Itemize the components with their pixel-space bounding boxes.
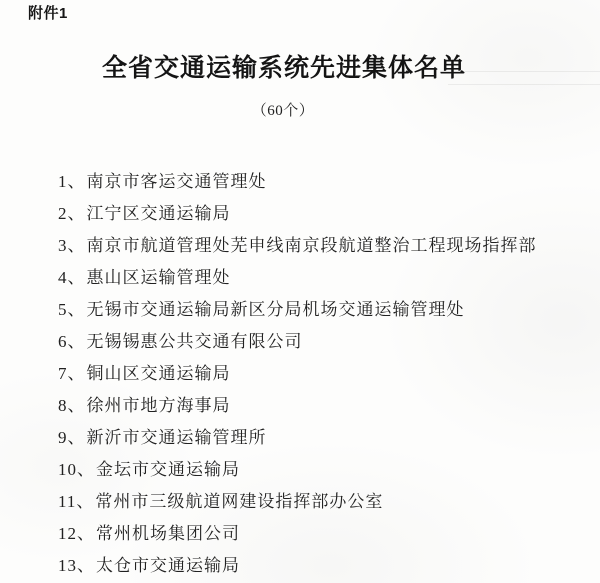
list-item-name: 南京市航道管理处芜申线南京段航道整治工程现场指挥部 <box>86 236 537 255</box>
list-item-number: 12 <box>58 524 77 543</box>
list-item <box>58 390 537 422</box>
list-item-number: 10 <box>58 460 77 479</box>
list-item-number: 13 <box>58 556 77 575</box>
list-item-number: 6 <box>58 332 68 351</box>
list-item <box>58 358 537 390</box>
scan-artifact-line <box>460 71 600 72</box>
list-item <box>58 262 537 294</box>
list-item-number: 11 <box>58 492 77 511</box>
list-item-number: 1 <box>58 172 68 191</box>
list-item-name: 惠山区运输管理处 <box>86 268 231 287</box>
list-item-name: 金坛市交通运输局 <box>96 460 240 479</box>
list-item-number: 3 <box>58 236 68 255</box>
count-note: （60个） <box>251 103 315 119</box>
list-item <box>58 326 537 358</box>
list-item-separator: 、 <box>67 236 86 255</box>
list-item <box>58 422 537 454</box>
award-list <box>58 166 537 582</box>
list-item-name: 铜山区交通运输局 <box>86 364 231 383</box>
list-item-separator: 、 <box>67 300 86 319</box>
list-item <box>58 486 537 518</box>
list-item-separator: 、 <box>67 204 86 223</box>
list-item-name: 南京市客运交通管理处 <box>86 172 267 191</box>
list-item-name: 江宁区交通运输局 <box>86 204 231 223</box>
list-item <box>58 550 537 582</box>
document-title: 全省交通运输系统先进集体名单 <box>101 55 466 82</box>
list-item-number: 7 <box>58 364 68 383</box>
list-item-number: 2 <box>58 204 68 223</box>
list-item-name: 常州机场集团公司 <box>96 524 240 543</box>
list-item-separator: 、 <box>77 460 95 479</box>
list-item-name: 新沂市交通运输管理所 <box>86 428 267 447</box>
list-item <box>58 294 537 326</box>
list-item-number: 5 <box>58 300 68 319</box>
list-item-number: 9 <box>58 428 68 447</box>
list-item-separator: 、 <box>77 556 95 575</box>
list-item-name: 无锡锡惠公共交通有限公司 <box>86 332 303 351</box>
list-item-separator: 、 <box>77 524 95 543</box>
list-item-separator: 、 <box>76 492 95 511</box>
scan-artifact-line <box>448 84 600 85</box>
list-item <box>58 454 537 486</box>
list-item-number: 8 <box>58 396 68 415</box>
list-item <box>58 166 537 198</box>
list-item <box>58 230 537 262</box>
list-item-separator: 、 <box>67 268 86 287</box>
list-item <box>58 518 537 550</box>
list-item <box>58 198 537 230</box>
list-item-separator: 、 <box>67 364 86 383</box>
list-item-name: 太仓市交通运输局 <box>96 556 240 575</box>
list-item-separator: 、 <box>67 172 86 191</box>
list-item-separator: 、 <box>67 332 86 351</box>
attachment-label: 附件1 <box>28 5 68 22</box>
list-item-number: 4 <box>58 268 68 287</box>
list-item-separator: 、 <box>67 428 86 447</box>
list-item-separator: 、 <box>67 396 86 415</box>
list-item-name: 常州市三级航道网建设指挥部办公室 <box>95 492 384 511</box>
list-item-name: 无锡市交通运输局新区分局机场交通运输管理处 <box>86 300 465 319</box>
list-item-name: 徐州市地方海事局 <box>86 396 231 415</box>
